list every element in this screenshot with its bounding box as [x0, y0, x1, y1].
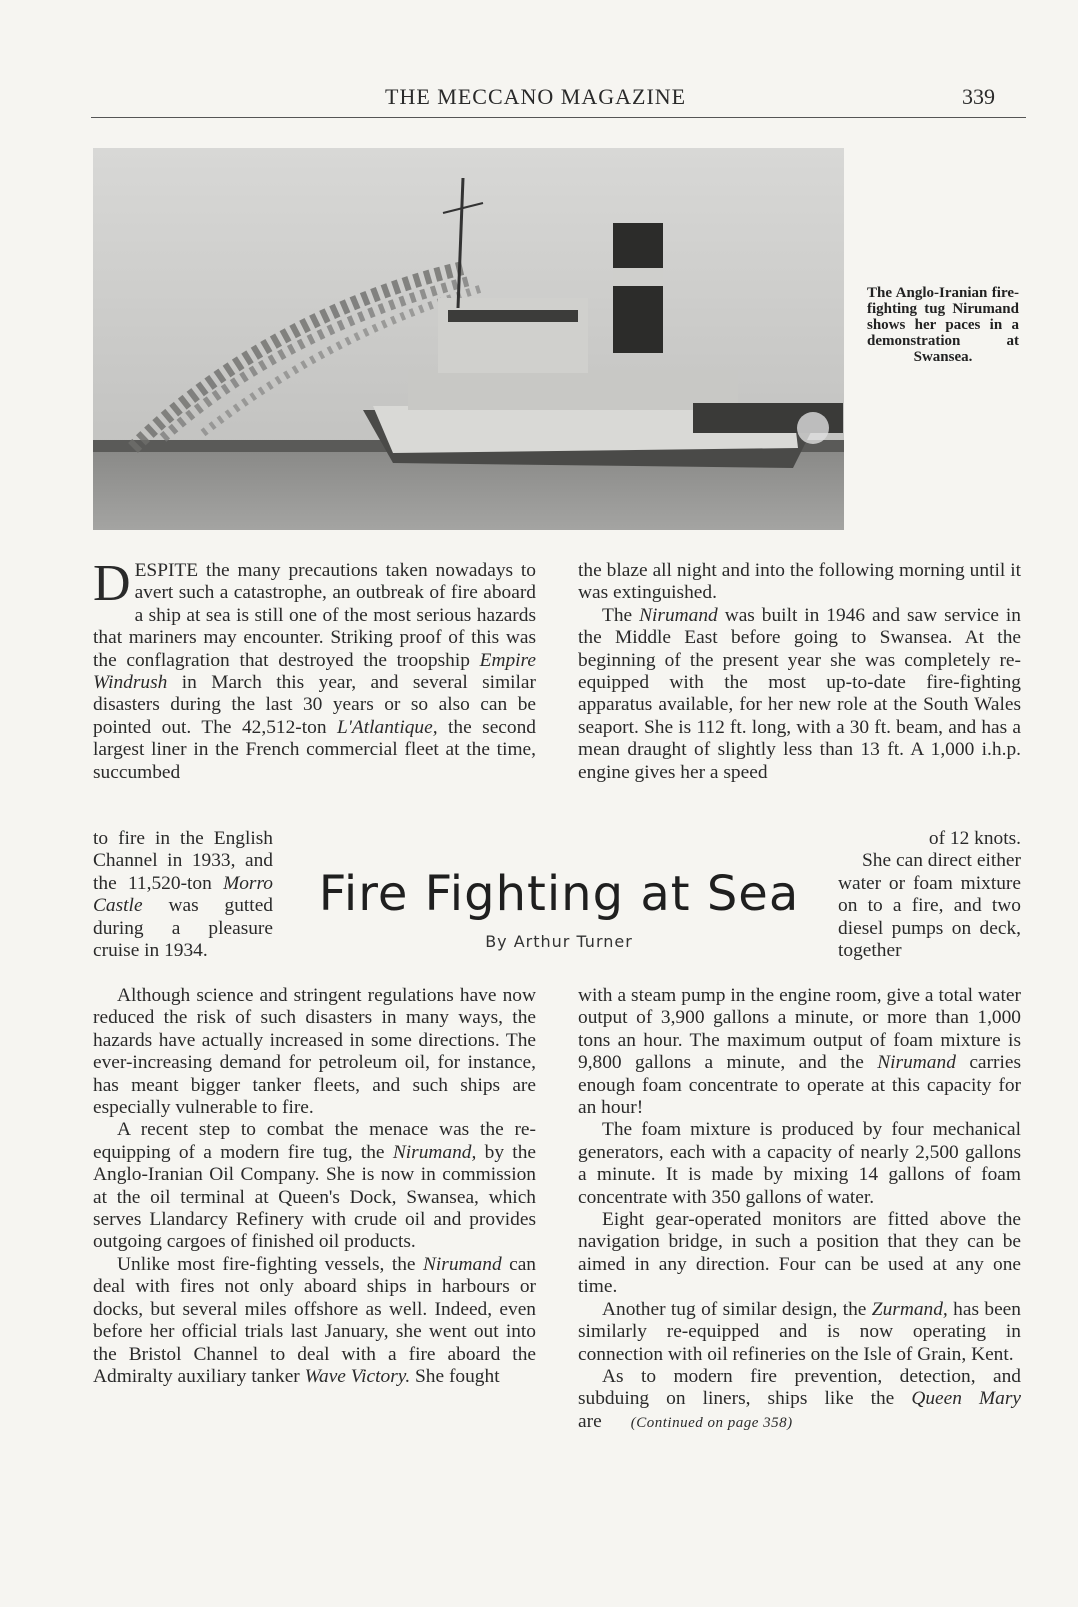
page-number: 339 — [962, 84, 995, 109]
intro-paragraph — [93, 555, 536, 784]
ship-name-morro-castle: Morro Castle — [93, 872, 273, 917]
text-span: by the Anglo-Iranian Oil Company. She is now in commission at the oil terminal at Queen's Dock, Swansea, which serves Llandarcy Refinery with crude oil and provides outgoing cargoes of finished oil products. — [93, 1141, 536, 1253]
right-column-top — [578, 560, 1021, 784]
ship-name-nirumand: Nirumand — [639, 604, 718, 626]
paragraph-recent-step — [93, 1119, 536, 1253]
left-column-bottom — [93, 985, 536, 1388]
text-span: Another tug of similar design, the — [602, 1298, 872, 1320]
fire-tug-photo — [93, 148, 844, 530]
right-narrow-column — [838, 828, 1021, 962]
paragraph-science: Although science and stringent regulations have now reduced the risk of such disasters in many ways, the hazards have actually increased in some directions. The ever-increasing demand for petroleum oil, for instance, has meant bigger tanker fleets, and such ships are especially vulnerable to fire. — [93, 985, 536, 1119]
intro-text-d: to fire in the English Channel in 1933, and the 11,520-ton — [93, 828, 273, 894]
right-column-bottom — [578, 985, 1021, 1434]
article-byline: By Arthur Turner — [485, 932, 633, 951]
speed-line: of 12 knots. — [928, 828, 1021, 849]
header-rule — [91, 117, 1026, 118]
ship-name-latlantique: L'Atlantique, — [336, 716, 438, 738]
text-span: has been similarly re-equipped and is now operating in connection with oil refineries on the Isle of Grain, Kent. — [578, 1298, 1021, 1365]
paragraph-unlike — [93, 1254, 536, 1388]
text-span: with a steam pump in the engine room, give a total water output of 3,900 gallons a minute, or more than 1,000 tons an hour. The maximum output of foam mixture is 9,800 gallons a minute, and the — [578, 985, 1021, 1074]
intro-text-b: in March this year, and several similar disasters during the last 30 years or so also can be pointed out. The 42,512-ton — [93, 672, 536, 738]
text-span: are — [578, 1410, 602, 1432]
ship-name-wave-victory: Wave Victory. — [304, 1365, 411, 1387]
intro-text-c: the second largest liner in the French commercial fleet at the time, succumbed — [93, 716, 536, 783]
ship-name-nirumand: Nirumand, — [392, 1141, 477, 1163]
text-span: can deal with fires not only aboard ships in harbours or docks, but several miles offshore as well. Indeed, even before her official trials last January, she went out into the Bristol Channel to deal with a fire aboard the Admiralty auxiliary tanker — [93, 1253, 536, 1387]
continued-note: (Continued on page 358) — [630, 1414, 793, 1431]
intro-text-a: ESPITE the many precautions taken nowadays to avert such a catastrophe, an outbreak of fire aboard a ship at sea is still one of the most serious hazards that mariners may encounter. Striking proof of this was the conflagration that destroyed the troopship — [93, 560, 536, 671]
ship-name-queen-mary: Queen Mary — [911, 1388, 1021, 1410]
paragraph-foam: The foam mixture is produced by four mechanical generators, each with a capacity of nearly 2,500 gallons a minute. It is made by mixing 14 gallons of foam concentrate with 350 gallons of water. — [578, 1119, 1021, 1208]
left-narrow-column — [93, 828, 273, 962]
ship-name-nirumand: Nirumand — [877, 1052, 956, 1074]
paragraph-monitors: Eight gear-operated monitors are fitted above the navigation bridge, in such a position that they can be aimed in any direction. Four can be used at any one time. — [578, 1209, 1021, 1298]
paragraph-output — [578, 985, 1021, 1119]
article-title: Fire Fighting at Sea — [318, 866, 800, 922]
left-column-top — [93, 555, 536, 784]
drop-cap: D — [93, 555, 131, 612]
text-span: A recent step to combat the menace was the re-equipping of a modern fire tug, the — [93, 1119, 536, 1163]
paragraph-zurmand — [578, 1299, 1021, 1366]
text-span: was built in 1946 and saw service in the Middle East before going to Swansea. At the beginning of the present year she was completely re-equipped with the most up-to-date fire-fighting apparatus available, for her new role at the South Wales seaport. She is 112 ft. long, with a 30 ft. beam, and has a mean draught of slightly less than 13 ft. A 1,000 i.h.p. engine gives her a speed — [578, 604, 1021, 783]
text-span: Unlike most fire-fighting vessels, the — [117, 1253, 423, 1275]
intro-text-e: was gutted during a pleasure cruise in 1934. — [93, 895, 273, 962]
text-span: carries enough foam concentrate to operate at this capacity for an hour! — [578, 1052, 1021, 1119]
ship-name-nirumand: Nirumand — [422, 1253, 502, 1275]
magazine-title: THE MECCANO MAGAZINE — [385, 84, 687, 109]
text-span: She fought — [410, 1365, 500, 1387]
intro-continuation — [93, 828, 273, 962]
ship-name-empire-windrush: Empire Windrush — [93, 649, 536, 694]
paragraph-built — [578, 605, 1021, 784]
ship-name-zurmand: Zurmand, — [871, 1298, 948, 1320]
text-span: The — [602, 604, 640, 626]
paragraph-prevention — [578, 1366, 1021, 1434]
text-span: As to modern fire prevention, detection, and subduing on liners, ships like the — [578, 1365, 1021, 1410]
photo-caption: The Anglo-Iranian fire-fighting tug Nirumand shows her paces in a demonstration at Swansea. — [867, 285, 1019, 365]
paragraph-direct: She can direct either water or foam mixture on to a fire, and two diesel pumps on deck, together — [838, 850, 1021, 962]
paragraph-blaze: the blaze all night and into the following morning until it was extinguished. — [578, 560, 1021, 604]
